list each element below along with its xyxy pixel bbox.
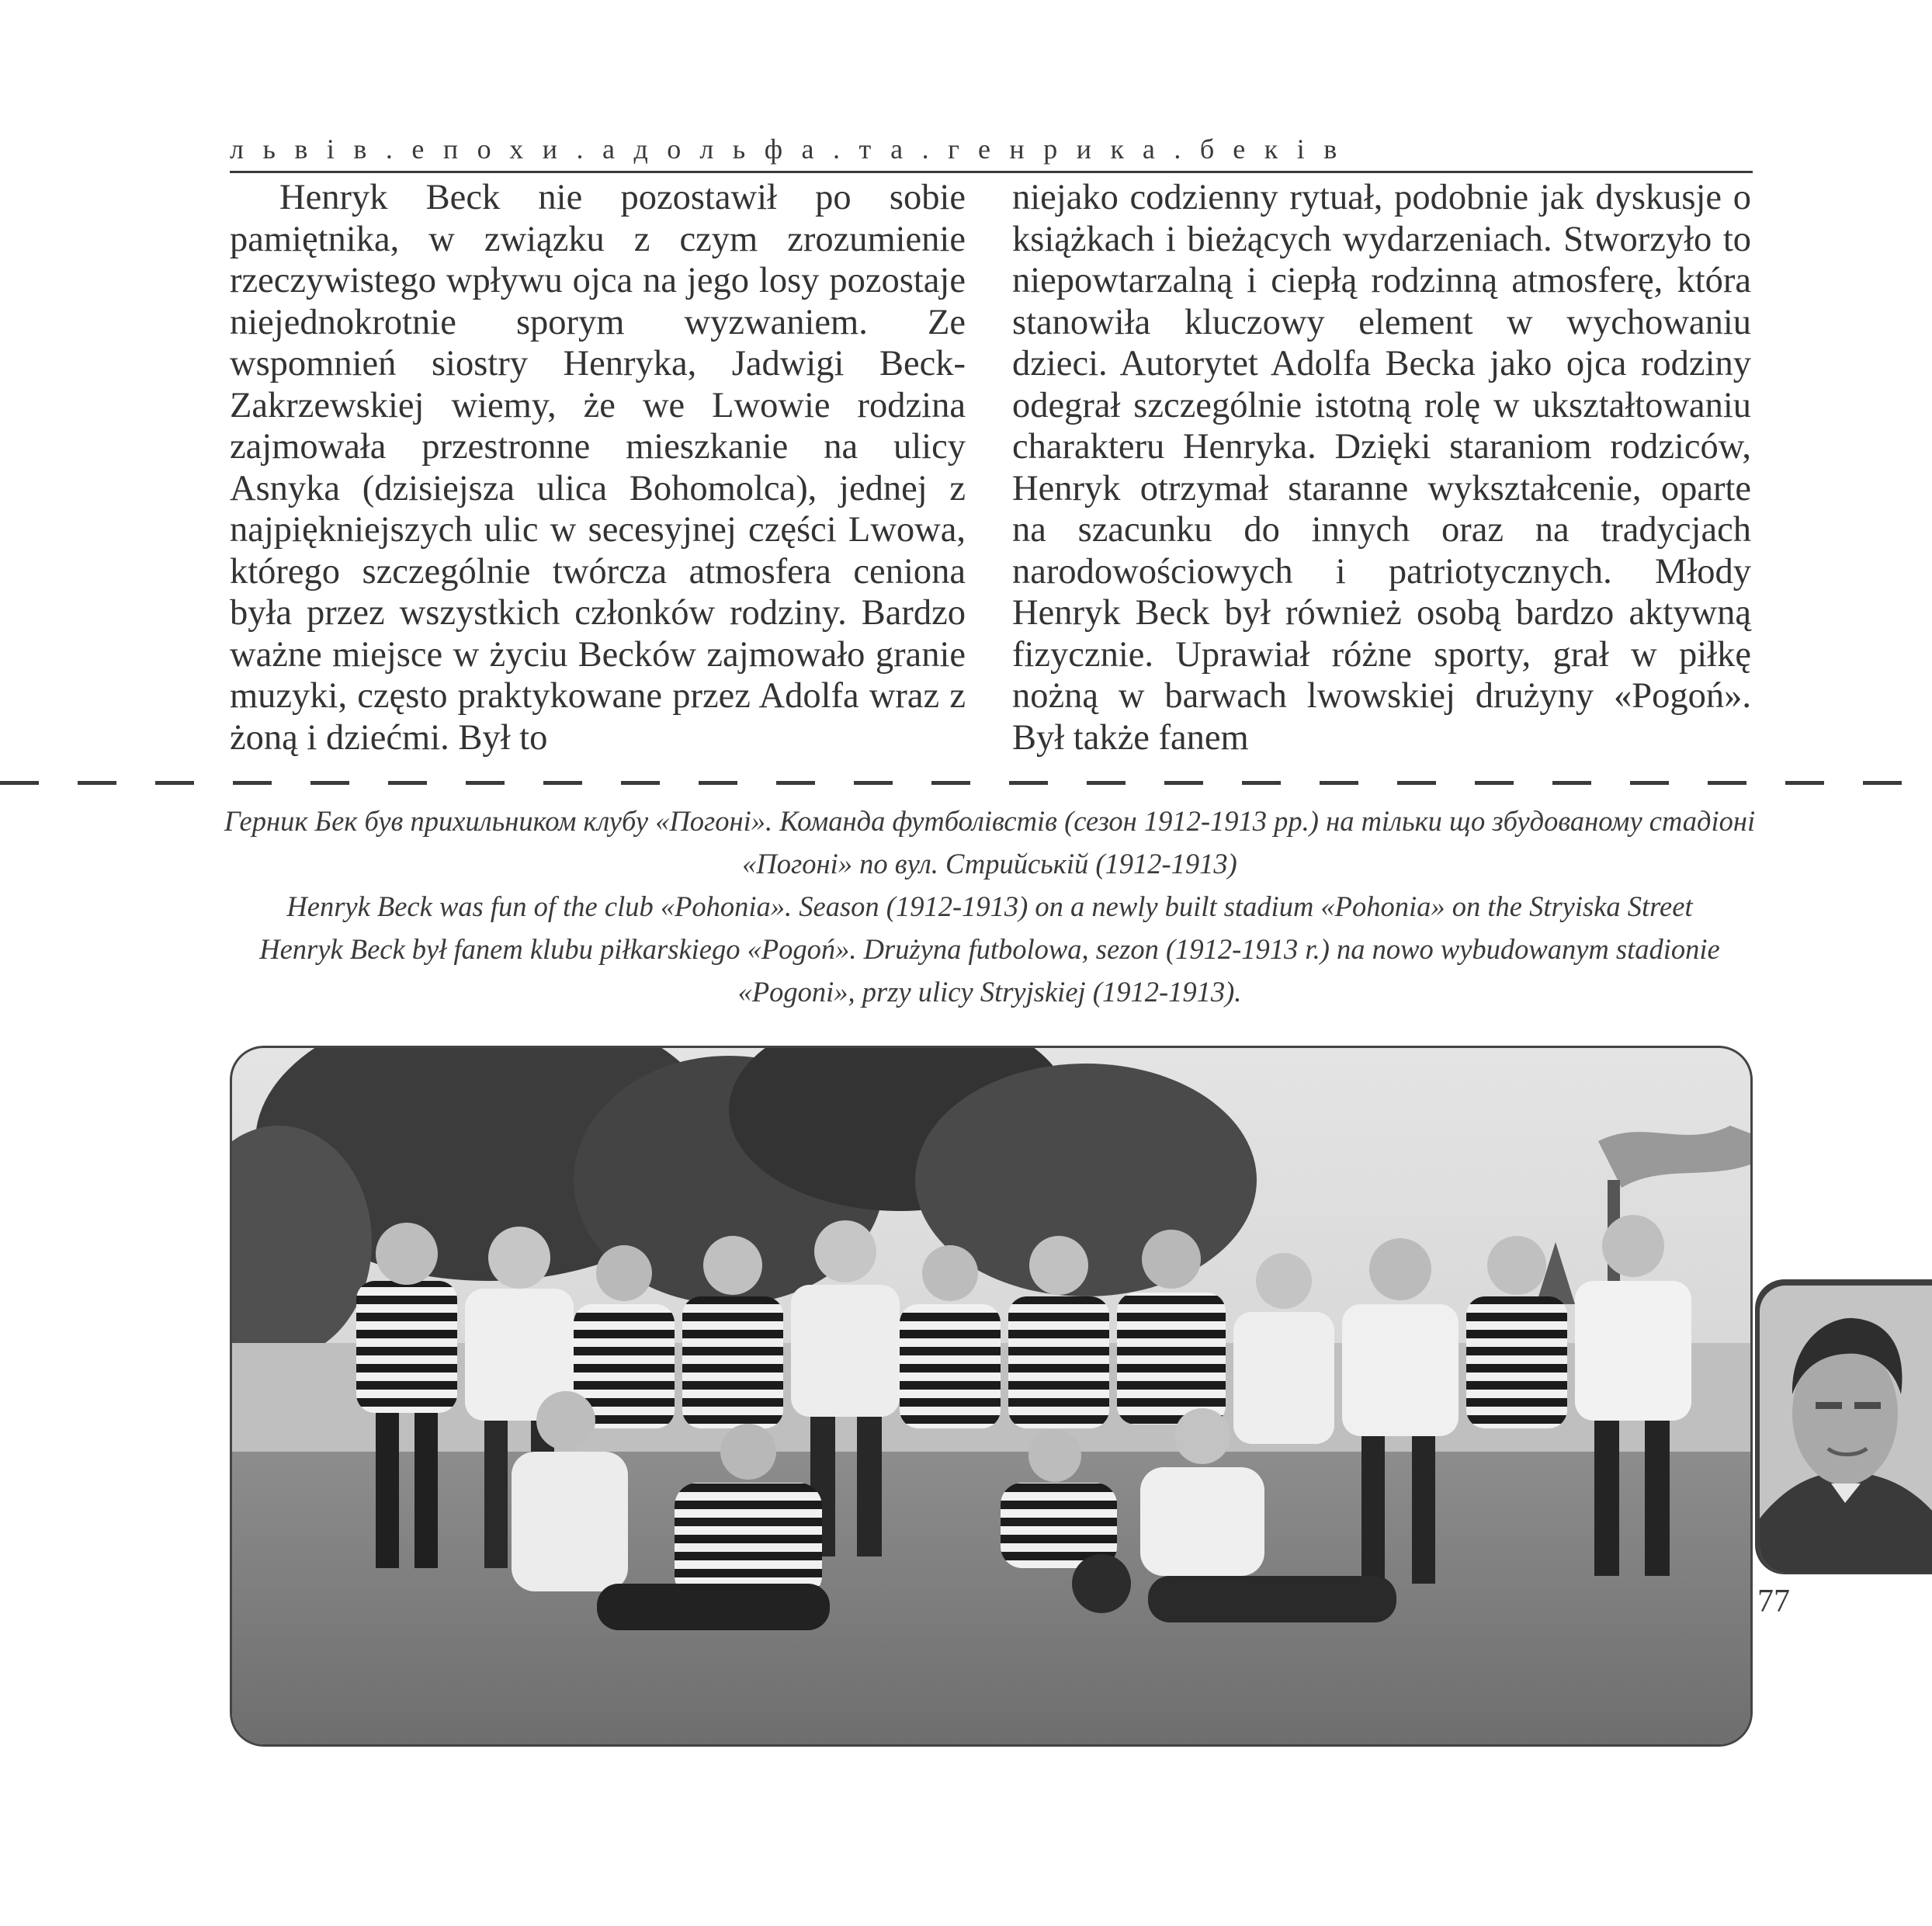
team-photo (230, 1046, 1753, 1747)
running-header: львів.епохи.адольфа.та.генрика.беків (230, 134, 1356, 165)
dashed-separator (0, 781, 1932, 785)
text-column-right (1012, 177, 1751, 758)
header-rule (230, 171, 1753, 173)
caption-polish: Henryk Beck był fanem klubu piłkarskiego «Pogoń». Drużyna futbolowa, sezon (1912-1913 r.) na nowo wybudowanym stadionie «Pogoni», przy ulicy Stryjskiej (1912-1913). (259, 933, 1720, 1008)
caption-ukrainian: Герник Бек був прихильником клубу «Погоні». Команда футболівстів (сезон 1912-1913 рр.) на тільки що збудованому стадіоні «Погоні» по вул. Стрийській (1912-1913) (224, 805, 1756, 880)
text-column-left (230, 177, 966, 758)
paragraph-right: niejako codzienny rytuał, podobnie jak dyskusje o książkach i bieżących wydarzeniach. Stworzyło to niepowtarzalną i ciepłą rodzinną atmosferę, która stanowiła kluczowy element w wychowaniu dzieci. Autorytet Adolfa Becka jako ojca rodziny odegrał szczególnie istotną rolę w ukształtowaniu charakteru Henryka. Dzięki staraniom rodziców, Henryk otrzymał staranne wykształcenie, oparte na szacunku do innych oraz na tradycjach narodowościowych i patriotycznych. Młody Henryk Beck był również osobą bardzo aktywną fizycznie. Uprawiał różne sporty, grał w piłkę nożną w barwach lwowskiej drużyny «Pogoń». Był także fanem (1012, 178, 1751, 758)
caption-english: Henryk Beck was fun of the club «Pohonia». Season (1912-1913) on a newly built stadium «Pohonia» on the Stryiska Street (286, 890, 1693, 922)
paragraph-left: Henryk Beck nie pozostawił po sobie pamiętnika, w związku z czym zrozumienie rzeczywistego wpływu ojca na jego losy pozostaje niejednokrotnie sporym wyzwaniem. Ze wspomnień siostry Henryka, Jadwigi Beck-Zakrzewskiej wiemy, że we Lwowie rodzina zajmowała przestronne mieszkanie na ulicy Asnyka (dzisiejsza ulica Bohomolca), jednej z najpiękniejszych ulic w secesyjnej części Lwowa, którego szczególnie twórcza atmosfera ceniona była przez wszystkich członków rodziny. Bardzo ważne miejsce w życiu Becków zajmowało granie muzyki, często praktykowane przez Adolfa wraz z żoną i dziećmi. Był to (230, 178, 966, 758)
photo-caption (217, 800, 1762, 1013)
page-number: 77 (1757, 1584, 1790, 1619)
portrait-photo (1760, 1286, 1932, 1573)
